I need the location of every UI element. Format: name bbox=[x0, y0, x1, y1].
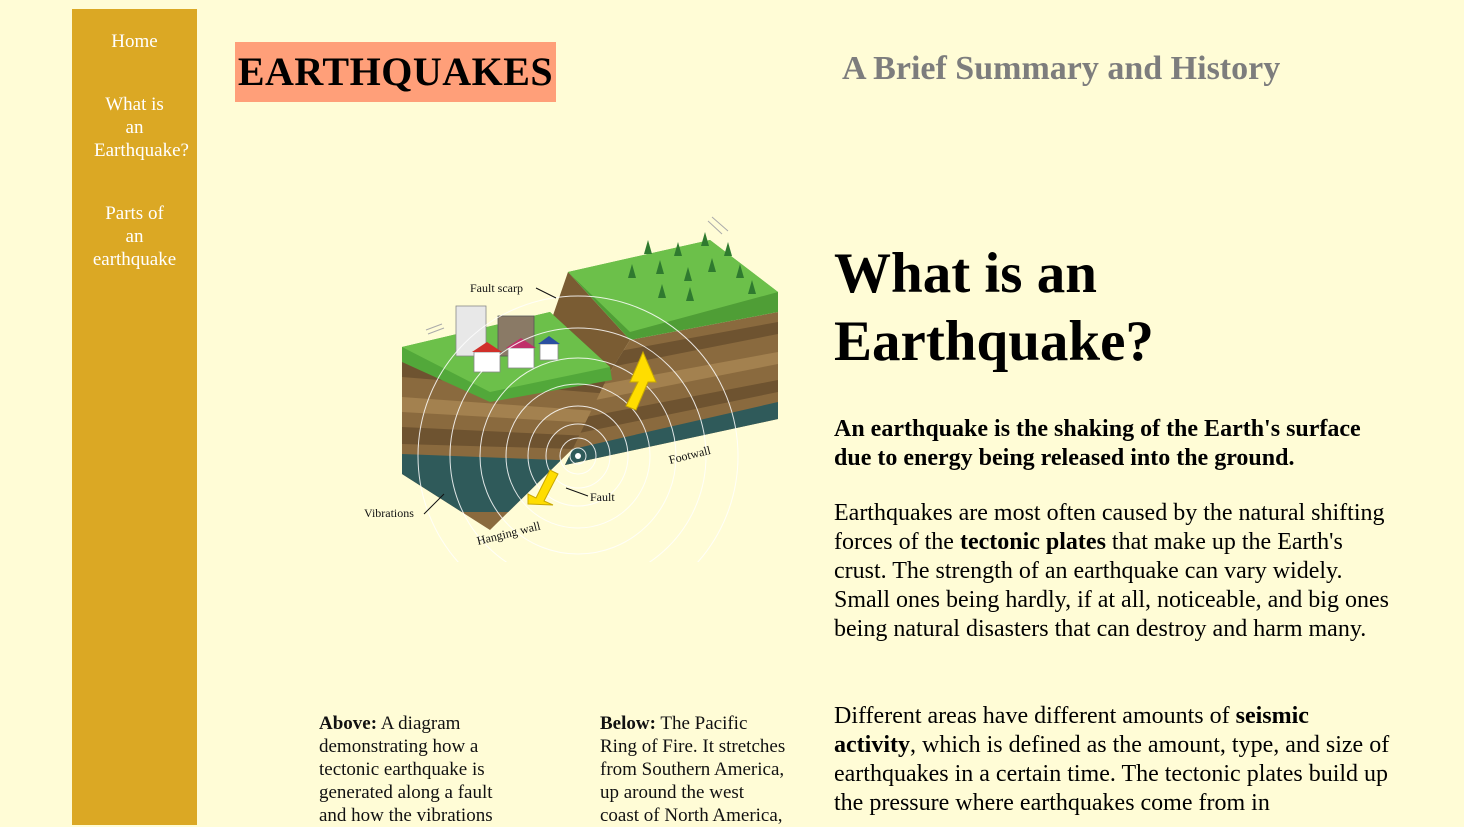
nav-what-is-line-1: What is bbox=[105, 94, 164, 115]
nav-parts-line-1: Parts of bbox=[105, 203, 164, 224]
page-subtitle: A Brief Summary and History bbox=[842, 50, 1281, 87]
nav-parts-line-2: an bbox=[125, 226, 144, 247]
earthquake-fault-diagram bbox=[360, 212, 790, 562]
caption-below-line: up around the west bbox=[600, 782, 745, 803]
p1-bold-term: tectonic plates bbox=[959, 529, 1106, 555]
nav-what-is-line-3: Earthquake? bbox=[94, 140, 189, 161]
label-fault-scarp: Fault scarp bbox=[470, 281, 523, 295]
caption-below-line: from Southern America, bbox=[600, 759, 785, 780]
heading-line-2: Earthquake? bbox=[834, 310, 1154, 373]
caption-below-line: The Pacific bbox=[655, 713, 748, 734]
heading-line-1: What is an bbox=[834, 242, 1097, 305]
lead-paragraph: An earthquake is the shaking of the Earth's surface due to energy being released into the ground. bbox=[834, 416, 1361, 471]
caption-below bbox=[600, 712, 810, 827]
section-heading bbox=[834, 240, 1154, 376]
caption-below-lead: Below: bbox=[600, 713, 656, 734]
nav-link-parts-of-an-earthquake[interactable] bbox=[72, 202, 197, 271]
caption-above-line: demonstrating how a bbox=[319, 736, 479, 757]
caption-above-line: A diagram bbox=[377, 713, 461, 734]
sidebar-nav bbox=[72, 9, 197, 825]
label-footwall: Footwall bbox=[667, 443, 713, 467]
nav-link-what-is-an-earthquake[interactable] bbox=[72, 93, 197, 162]
nav-parts-line-3: earthquake bbox=[92, 249, 177, 270]
caption-above-line: and how the vibrations bbox=[319, 805, 493, 826]
p1-text: Earthquakes are most often caused by the natural shifting forces of the bbox=[834, 500, 1385, 555]
paragraph-seismic-activity bbox=[834, 702, 1394, 818]
nav-home-label: Home bbox=[111, 31, 158, 52]
p2-bold-term: seismic activity bbox=[834, 703, 1309, 758]
caption-below-line: Ring of Fire. It stretches bbox=[600, 736, 786, 757]
focus-point bbox=[575, 453, 581, 459]
p2-text-rest: , which is defined as the amount, type, and size of earthquakes in a certain time. The tectonic plates build up the pressure where earthquakes come from in bbox=[834, 732, 1390, 816]
label-hanging-wall: Hanging wall bbox=[475, 518, 542, 548]
p1-text-rest: that make up the Earth's crust. The strength of an earthquake can vary widely. Small ones being hardly, if at all, noticeable, and big ones being natural disasters that can destroy and harm many. bbox=[834, 529, 1389, 642]
caption-above-line: tectonic earthquake is bbox=[319, 759, 485, 780]
label-fault: Fault bbox=[590, 490, 615, 504]
caption-above bbox=[319, 712, 549, 827]
nav-link-home[interactable] bbox=[72, 30, 197, 53]
nav-what-is-line-2: an bbox=[125, 117, 144, 138]
label-vibrations: Vibrations bbox=[364, 506, 414, 520]
caption-above-lead: Above: bbox=[319, 713, 378, 734]
caption-below-line: coast of North America, bbox=[600, 805, 783, 826]
caption-above-line: generated along a fault bbox=[319, 782, 493, 803]
paragraph-causes bbox=[834, 499, 1394, 644]
page-title: EARTHQUAKES bbox=[235, 42, 556, 102]
p2-text: Different areas have different amounts of bbox=[834, 703, 1236, 729]
